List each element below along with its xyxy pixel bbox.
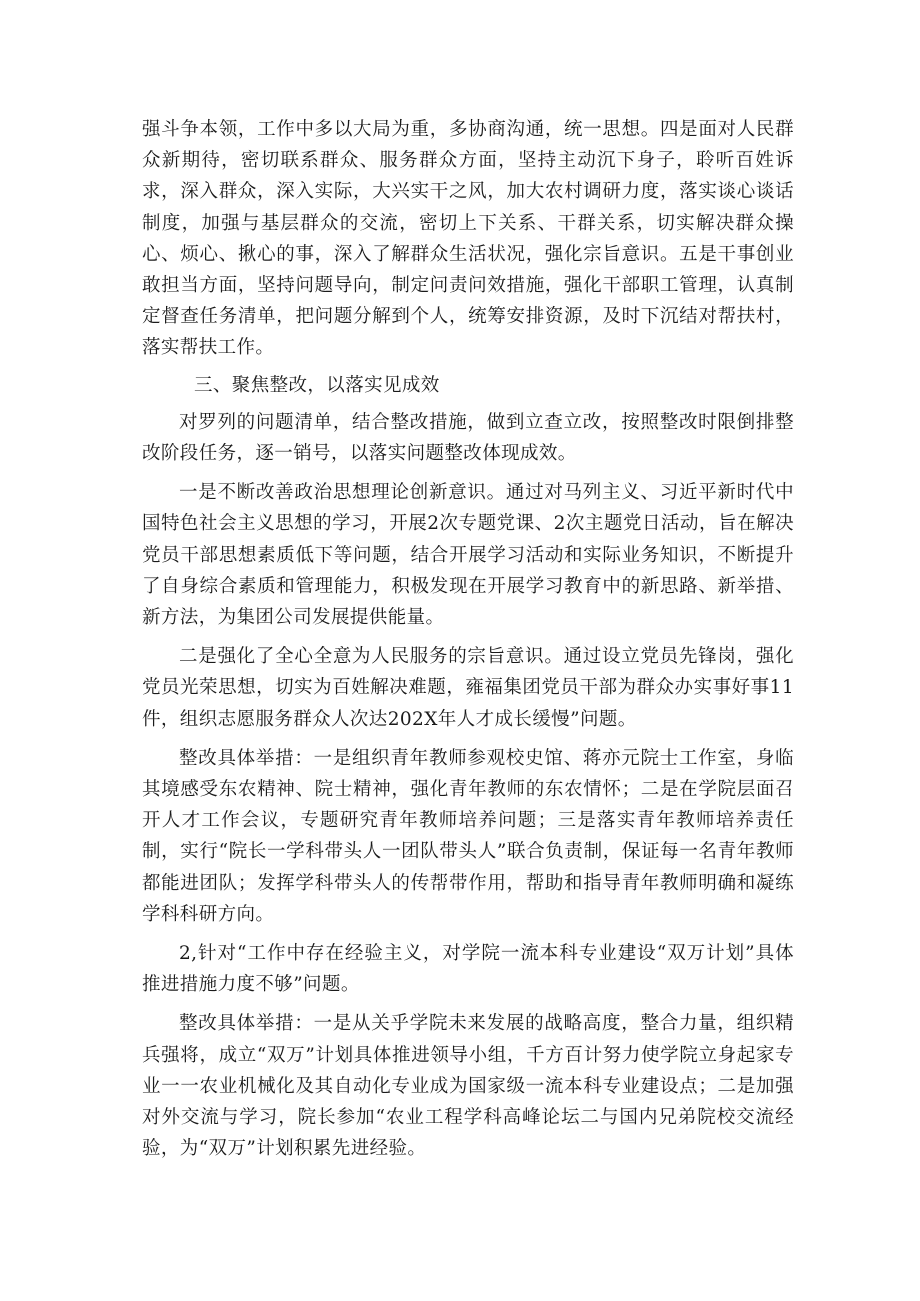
paragraph-intro: 对罗列的问题清单，结合整改措施，做到立查立改，按照整改时限倒排整改阶段任务，逐一销号，以落实问题整改体现成效。 (142, 411, 794, 465)
paragraph-point-1: 一是不断改善政治思想理论创新意识。通过对马列主义、习近平新时代中国特色社会主义思想的学习，开展2次专题党课、2次主题党日活动，旨在解决党员干部思想素质低下等问题，结合开展学习活动和实际业务知识，不断提升了自身综合素质和管理能力，积极发现在开展学习教育中的新思路、新举措、新方法，为集团公司发展提供能量。 (142, 482, 794, 629)
paragraph-point-2: 二是强化了全心全意为人民服务的宗旨意识。通过设立党员先锋岗，强化党员光荣思想，切实为百姓解决难题，雍福集团党员干部为群众办实事好事11件，组织志愿服务群众人次达202X年人才成长缓慢”问题。 (142, 646, 794, 730)
paragraph-item-2: 2,针对“工作中存在经验主义，对学院一流本科专业建设“双万计划”具体推进措施力度不够”问题。 (142, 943, 794, 996)
paragraph-measures-2: 整改具体举措：一是从关乎学院未来发展的战略高度，整合力量，组织精兵强将，成立“双万”计划具体推进领导小组，千方百计努力使学院立身起家专业一一农业机械化及其自动化专业成为国家级一流本科专业建设点；二是加强对外交流与学习，院长参加“农业工程学科高峰论坛二与国内兄弟院校交流经验，为“双万”计划积累先进经验。 (142, 1013, 794, 1160)
section-heading-3: 三、聚焦整改，以落实见成效 (194, 374, 440, 396)
paragraph-continuation: 强斗争本领，工作中多以大局为重，多协商沟通，统一思想。四是面对人民群众新期待，密切联系群众、服务群众方面，坚持主动沉下身子，聆听百姓诉求，深入群众，深入实际，大兴实干之风，加大农村调研力度，落实谈心谈话制度，加强与基层群众的交流，密切上下关系、干群关系，切实解决群众操心、烦心、揪心的事，深入了解群众生活状况，强化宗旨意识。五是干事创业敢担当方面，坚持问题导向，制定问责问效措施，强化干部职工管理，认真制定督查任务清单，把问题分解到个人，统筹安排资源，及时下沉结对帮扶村，落实帮扶工作。 (142, 119, 794, 359)
paragraph-measures-1: 整改具体举措：一是组织青年教师参观校史馆、蒋亦元院士工作室，身临其境感受东农精神、院士精神，强化青年教师的东农情怀；二是在学院层面召开人才工作会议，专题研究青年教师培养问题；三是落实青年教师培养责任制，实行“院长一学科带头人一团队带头人”联合负责制，保证每一名青年教师都能进团队；发挥学科带头人的传帮带作用，帮助和指导青年教师明确和凝练学科科研方向。 (142, 747, 794, 925)
document-page (142, 114, 794, 1165)
